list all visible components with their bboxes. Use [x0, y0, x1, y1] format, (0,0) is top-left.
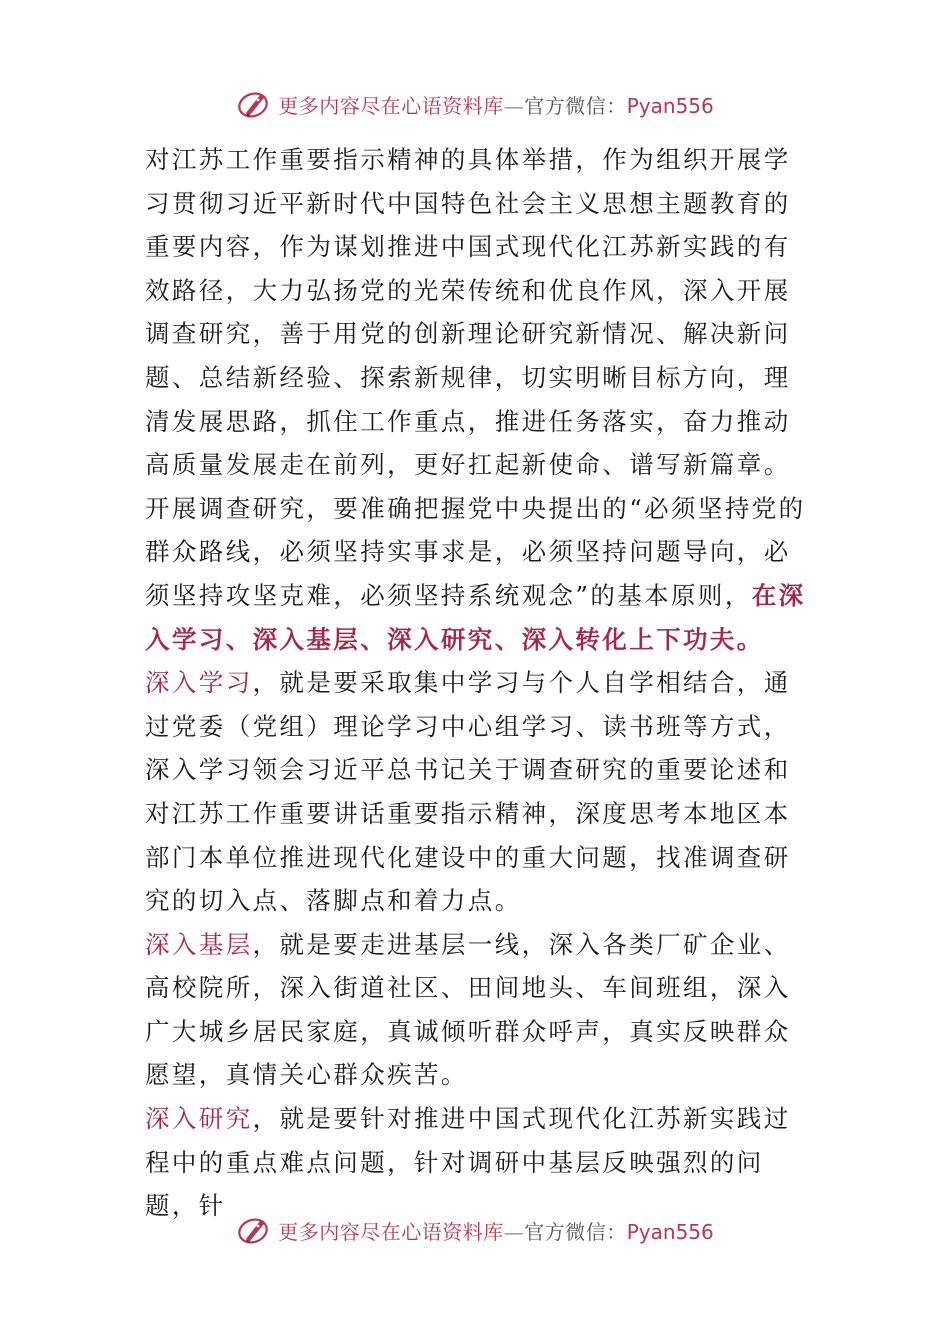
header-banner: [0, 82, 950, 126]
banner-dash: —: [503, 1219, 525, 1244]
paragraph-4: [145, 923, 810, 1097]
pen-nib-logo-icon: [236, 1212, 272, 1248]
paragraph-2: [145, 487, 810, 661]
banner-account-id: Pyan556: [626, 1219, 714, 1244]
banner-official-label: 官方微信：: [524, 1219, 627, 1244]
banner-text: [278, 1216, 714, 1245]
paragraph-3: [145, 661, 810, 923]
banner-text: [278, 90, 714, 119]
banner-dash: —: [503, 93, 525, 118]
paragraph-3-lead: 深入学习: [145, 668, 253, 698]
paragraph-5-text: ，就是要针对推进中国式现代化江苏新实践过程中的重点难点问题，针对调研中基层反映强烈的问题，针: [145, 1104, 791, 1221]
paragraph-2-text: 开展调查研究，要准确把握党中央提出的“必须坚持党的群众路线，必须坚持实事求是，必须坚持问题导向，必须坚持攻坚克难，必须坚持系统观念”的基本原则，: [145, 493, 806, 610]
banner-site-name: 更多内容尽在心语资料库: [278, 93, 504, 118]
banner-official-label: 官方微信：: [524, 93, 627, 118]
paragraph-4-lead: 深入基层: [145, 929, 253, 959]
paragraph-4-text: ，就是要走进基层一线，深入各类厂矿企业、高校院所，深入街道社区、田间地头、车间班组，深入广大城乡居民家庭，真诚倾听群众呼声，真实反映群众愿望，真情关心群众疾苦。: [145, 929, 791, 1090]
paragraph-2-emphasis: 在深入学习、深入基层、深入研究、深入转化上下功夫。: [145, 580, 806, 654]
document-body: [145, 138, 810, 1228]
paragraph-5-lead: 深入研究: [145, 1104, 253, 1134]
paragraph-3-text: ，就是要采取集中学习与个人自学相结合，通过党委（党组）理论学习中心组学习、读书班等方式，深入学习领会习近平总书记关于调查研究的重要论述和对江苏工作重要讲话重要指示精神，深度思考本地区本部门本单位推进现代化建设中的重大问题，找准调查研究的切入点、落脚点和着力点。: [145, 668, 791, 916]
paragraph-1: 对江苏工作重要指示精神的具体举措，作为组织开展学习贯彻习近平新时代中国特色社会主义思想主题教育的重要内容，作为谋划推进中国式现代化江苏新实践的有效路径，大力弘扬党的光荣传统和优良作风，深入开展调查研究，善于用党的创新理论研究新情况、解决新问题、总结新经验、探索新规律，切实明晰目标方向，理清发展思路，抓住工作重点，推进任务落实，奋力推动高质量发展走在前列，更好扛起新使命、谱写新篇章。: [145, 145, 791, 480]
footer-banner: [0, 1208, 950, 1252]
banner-account-id: Pyan556: [626, 93, 714, 118]
pen-nib-logo-icon: [236, 86, 272, 122]
banner-site-name: 更多内容尽在心语资料库: [278, 1219, 504, 1244]
